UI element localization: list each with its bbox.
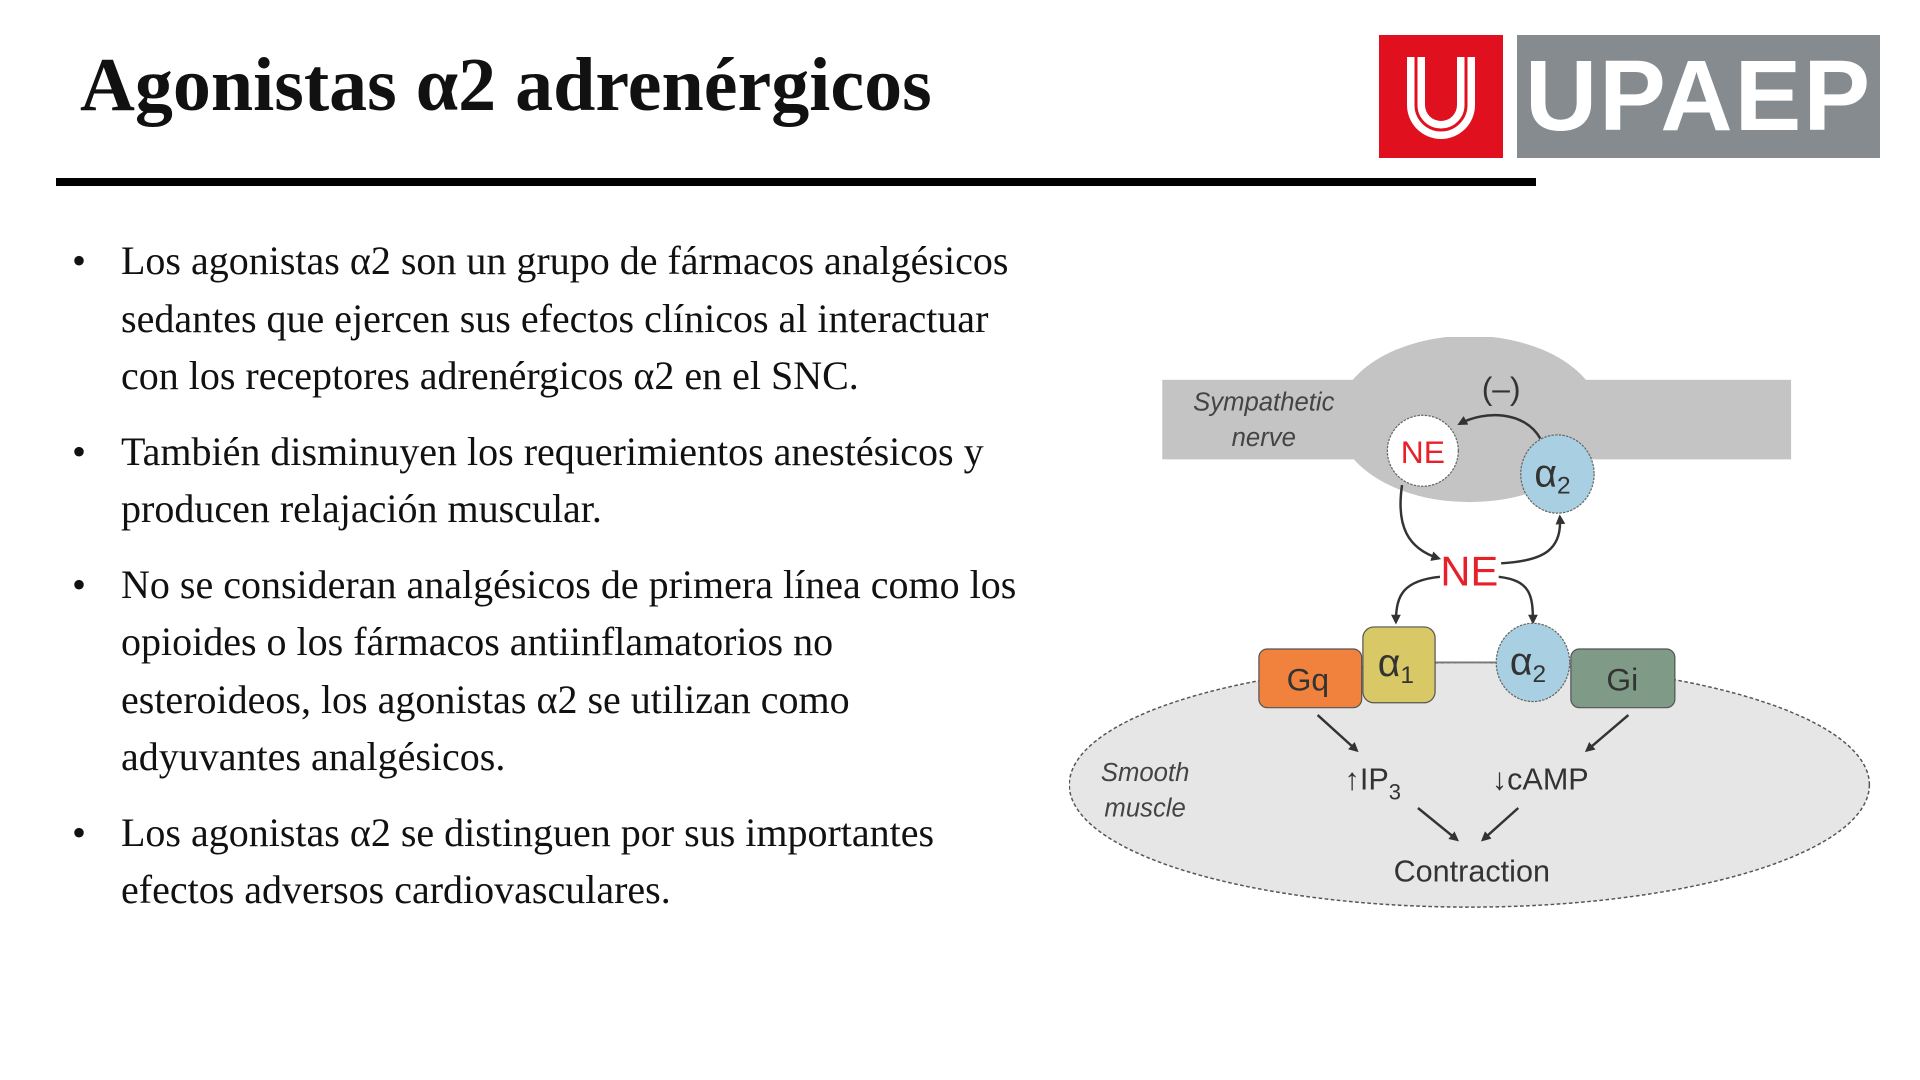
upaep-logo-text: UPAEP <box>1517 35 1880 158</box>
bullet-item <box>72 556 1032 786</box>
muscle-label: muscle <box>1104 794 1186 823</box>
bullet-text: No se consideran analgésicos de primera línea como los opioides o los fármacos antiinflamatorios no esteroideos, los agonistas α2 se utilizan como adyuvantes analgésicos. <box>121 561 1017 779</box>
bullet-item <box>72 232 1032 405</box>
nerve-label: nerve <box>1231 423 1296 452</box>
inhibition-label: (–) <box>1481 370 1521 407</box>
ip3-label: $↑IP_3$ <box>1344 762 1401 805</box>
alpha2-label: α2 <box>1534 452 1571 500</box>
bullet-item <box>72 423 1032 538</box>
gi-label: Gi <box>1606 661 1639 698</box>
adrenergic-receptor-diagram <box>1069 337 1877 912</box>
bullet-icon: • <box>72 238 87 283</box>
bullet-text: Los agonistas α2 se distinguen por sus importantes efectos adversos cardiovasculares. <box>121 809 935 912</box>
ne-vesicle-label: NE <box>1400 434 1445 471</box>
sympathetic-nerve <box>1162 337 1791 502</box>
bullet-item <box>72 804 1032 919</box>
alpha2-label: α2 <box>1509 640 1547 688</box>
bullet-list <box>72 232 1032 937</box>
ne-released-label: NE <box>1440 547 1499 595</box>
bullet-icon: • <box>72 428 87 474</box>
nerve-label: Sympathetic <box>1193 388 1335 417</box>
u-logo-icon <box>1379 35 1503 158</box>
bullet-text: Los agonistas α2 son un grupo de fármacos analgésicos sedantes que ejercen sus efectos clínicos al interactuar con los receptores adrenérgicos α2 en el SNC. <box>121 238 1009 398</box>
title-divider <box>56 178 1536 186</box>
gq-label: Gq <box>1286 661 1330 698</box>
bullet-icon: • <box>72 561 87 607</box>
muscle-label: Smooth <box>1100 759 1190 788</box>
contraction-label: Contraction <box>1393 854 1550 889</box>
upaep-logo-mark <box>1379 35 1503 158</box>
slide-title: Agonistas α2 adrenérgicos <box>80 43 932 127</box>
camp-label: ↓cAMP <box>1491 762 1589 797</box>
bullet-text: También disminuyen los requerimientos anestésicos y producen relajación muscular. <box>121 428 984 531</box>
alpha1-label: α1 <box>1377 641 1415 690</box>
bullet-icon: • <box>72 809 87 855</box>
